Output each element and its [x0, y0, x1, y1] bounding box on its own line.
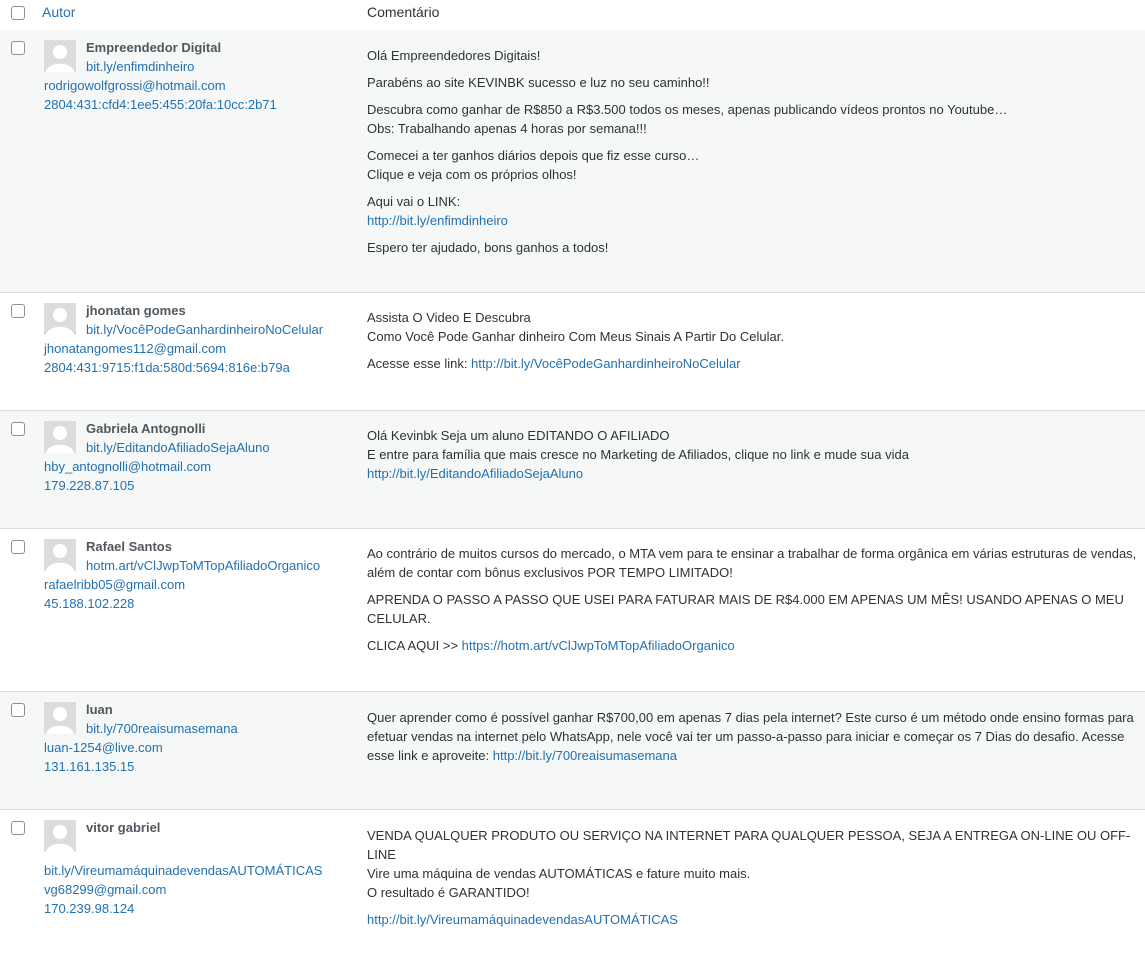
table-row — [0, 293, 1145, 411]
author-name: jhonatan gomes — [86, 303, 186, 318]
author-ip-link[interactable]: 179.228.87.105 — [44, 478, 135, 493]
comment-line: Descubra como ganhar de R$850 a R$3.500 todos os meses, apenas publicando vídeos prontos no Youtube… — [367, 102, 1008, 117]
author-ip-link[interactable]: 2804:431:9715:f1da:580d:5694:816e:b79a — [44, 360, 290, 375]
author-ip-link[interactable]: 2804:431:cfd4:1ee5:455:20fa:10cc:2b71 — [44, 97, 277, 112]
row-checkbox[interactable] — [11, 703, 25, 717]
comment-line: Olá Kevinbk Seja um aluno EDITANDO O AFILIADO — [367, 428, 670, 443]
select-all-checkbox[interactable] — [11, 6, 25, 20]
author-name: Rafael Santos — [86, 539, 172, 554]
author-ip-link[interactable]: 45.188.102.228 — [44, 596, 135, 611]
comment-link[interactable]: http://bit.ly/EditandoAfiliadoSejaAluno — [367, 466, 584, 481]
author-ip-link[interactable]: 131.161.135.15 — [44, 759, 135, 774]
author-url-link[interactable]: bit.ly/EditandoAfiliadoSejaAluno — [86, 440, 270, 455]
comment-line: Obs: Trabalhando apenas 4 horas por semana!!! — [367, 121, 647, 136]
table-header — [0, 0, 1145, 31]
table-row — [0, 411, 1145, 529]
comment-link[interactable]: http://bit.ly/VocêPodeGanhardinheiroNoCelular — [471, 356, 741, 371]
comment-paragraph: APRENDA O PASSO A PASSO QUE USEI PARA FATURAR MAIS DE R$4.000 EM APENAS UM MÊS! USANDO APENAS O MEU CELULAR. — [367, 592, 1124, 626]
table-row — [0, 30, 1145, 293]
avatar — [44, 702, 76, 734]
comment-paragraph — [367, 146, 1137, 184]
comment-text — [367, 544, 1137, 663]
row-checkbox[interactable] — [11, 41, 25, 55]
author-email-link[interactable]: hby_antognolli@hotmail.com — [44, 459, 212, 474]
comment-line: CLICA AQUI >> — [367, 638, 462, 653]
avatar — [44, 40, 76, 72]
comment-text — [367, 708, 1137, 773]
avatar — [44, 421, 76, 453]
author-url-link[interactable]: bit.ly/VocêPodeGanhardinheiroNoCelular — [86, 322, 324, 337]
author-url-link[interactable]: bit.ly/700reaisumasemana — [86, 721, 238, 736]
comment-link[interactable]: http://bit.ly/700reaisumasemana — [492, 748, 678, 763]
comment-paragraph — [367, 636, 1137, 655]
comment-paragraph — [367, 354, 1137, 373]
comment-text — [367, 46, 1137, 265]
author-email-link[interactable]: rodrigowolfgrossi@hotmail.com — [44, 78, 226, 93]
comment-paragraph — [367, 708, 1137, 765]
author-email-link[interactable]: jhonatangomes112@gmail.com — [44, 341, 227, 356]
row-checkbox[interactable] — [11, 821, 25, 835]
comment-line: E entre para família que mais cresce no Marketing de Afiliados, clique no link e mude sua vida — [367, 447, 909, 462]
comment-text — [367, 826, 1137, 937]
comment-line: Quer aprender como é possível ganhar R$700,00 em apenas 7 dias pela internet? Este curso é um método onde ensino formas para efetuar vendas na internet pelo WhatsApp, nele você vai ter um passo-a-passo para iniciar e começar os 7 Dias do desafio. Acesse esse link e aproveite: — [367, 710, 1134, 763]
table-row — [0, 692, 1145, 810]
comment-paragraph: Olá Empreendedores Digitais! — [367, 48, 541, 63]
comment-paragraph — [367, 192, 1137, 230]
comment-paragraph: Espero ter ajudado, bons ganhos a todos! — [367, 240, 609, 255]
comment-text — [367, 426, 1137, 491]
author-email-link[interactable]: vg68299@gmail.com — [44, 882, 167, 897]
comment-line: Vire uma máquina de vendas AUTOMÁTICAS e fature muito mais. — [367, 866, 751, 881]
author-email-link[interactable]: rafaelribb05@gmail.com — [44, 577, 186, 592]
avatar — [44, 539, 76, 571]
table-row — [0, 810, 1145, 955]
comment-link[interactable]: http://bit.ly/VireumamáquinadevendasAUTOMÁTICAS — [367, 912, 678, 927]
comment-link[interactable]: https://hotm.art/vClJwpToMTopAfiliadoOrganico — [461, 638, 735, 653]
comment-line: O resultado é GARANTIDO! — [367, 885, 530, 900]
comment-line: Comecei a ter ganhos diários depois que fiz esse curso… — [367, 148, 700, 163]
author-name: luan — [86, 702, 113, 717]
table-row — [0, 529, 1145, 692]
author-name: Gabriela Antognolli — [86, 421, 206, 436]
comment-paragraph: Ao contrário de muitos cursos do mercado, o MTA vem para te ensinar a trabalhar de forma orgânica em várias estruturas de vendas, além de contar com bônus exclusivos POR TEMPO LIMITADO! — [367, 546, 1137, 580]
comment-paragraph — [367, 100, 1137, 138]
comment-line: Clique e veja com os próprios olhos! — [367, 167, 577, 182]
column-header-author[interactable]: Autor — [42, 4, 76, 20]
author-url-link[interactable]: bit.ly/VireumamáquinadevendasAUTOMÁTICAS — [44, 863, 323, 878]
comment-line: Como Você Pode Ganhar dinheiro Com Meus Sinais A Partir Do Celular. — [367, 329, 784, 344]
comment-paragraph — [367, 426, 1137, 483]
author-ip-link[interactable]: 170.239.98.124 — [44, 901, 135, 916]
comment-line: Acesse esse link: — [367, 356, 472, 371]
comment-paragraph — [367, 910, 1137, 929]
column-header-comment: Comentário — [367, 4, 440, 20]
comment-line: Assista O Video E Descubra — [367, 310, 531, 325]
row-checkbox[interactable] — [11, 540, 25, 554]
author-name: vitor gabriel — [86, 820, 161, 835]
avatar — [44, 303, 76, 335]
comment-line: Aqui vai o LINK: — [367, 194, 461, 209]
row-checkbox[interactable] — [11, 422, 25, 436]
comment-paragraph — [367, 308, 1137, 346]
comment-text — [367, 308, 1137, 381]
comment-paragraph: Parabéns ao site KEVINBK sucesso e luz no seu caminho!! — [367, 75, 710, 90]
row-checkbox[interactable] — [11, 304, 25, 318]
comment-line: VENDA QUALQUER PRODUTO OU SERVIÇO NA INTERNET PARA QUALQUER PESSOA, SEJA A ENTREGA ON-LINE OU OFF-LINE — [367, 828, 1131, 862]
comment-link[interactable]: http://bit.ly/enfimdinheiro — [367, 213, 508, 228]
author-email-link[interactable]: luan-1254@live.com — [44, 740, 163, 755]
author-url-link[interactable]: hotm.art/vClJwpToMTopAfiliadoOrganico — [86, 558, 321, 573]
author-name: Empreendedor Digital — [86, 40, 222, 55]
avatar — [44, 820, 76, 852]
comment-paragraph — [367, 826, 1137, 902]
author-url-link[interactable]: bit.ly/enfimdinheiro — [86, 59, 195, 74]
